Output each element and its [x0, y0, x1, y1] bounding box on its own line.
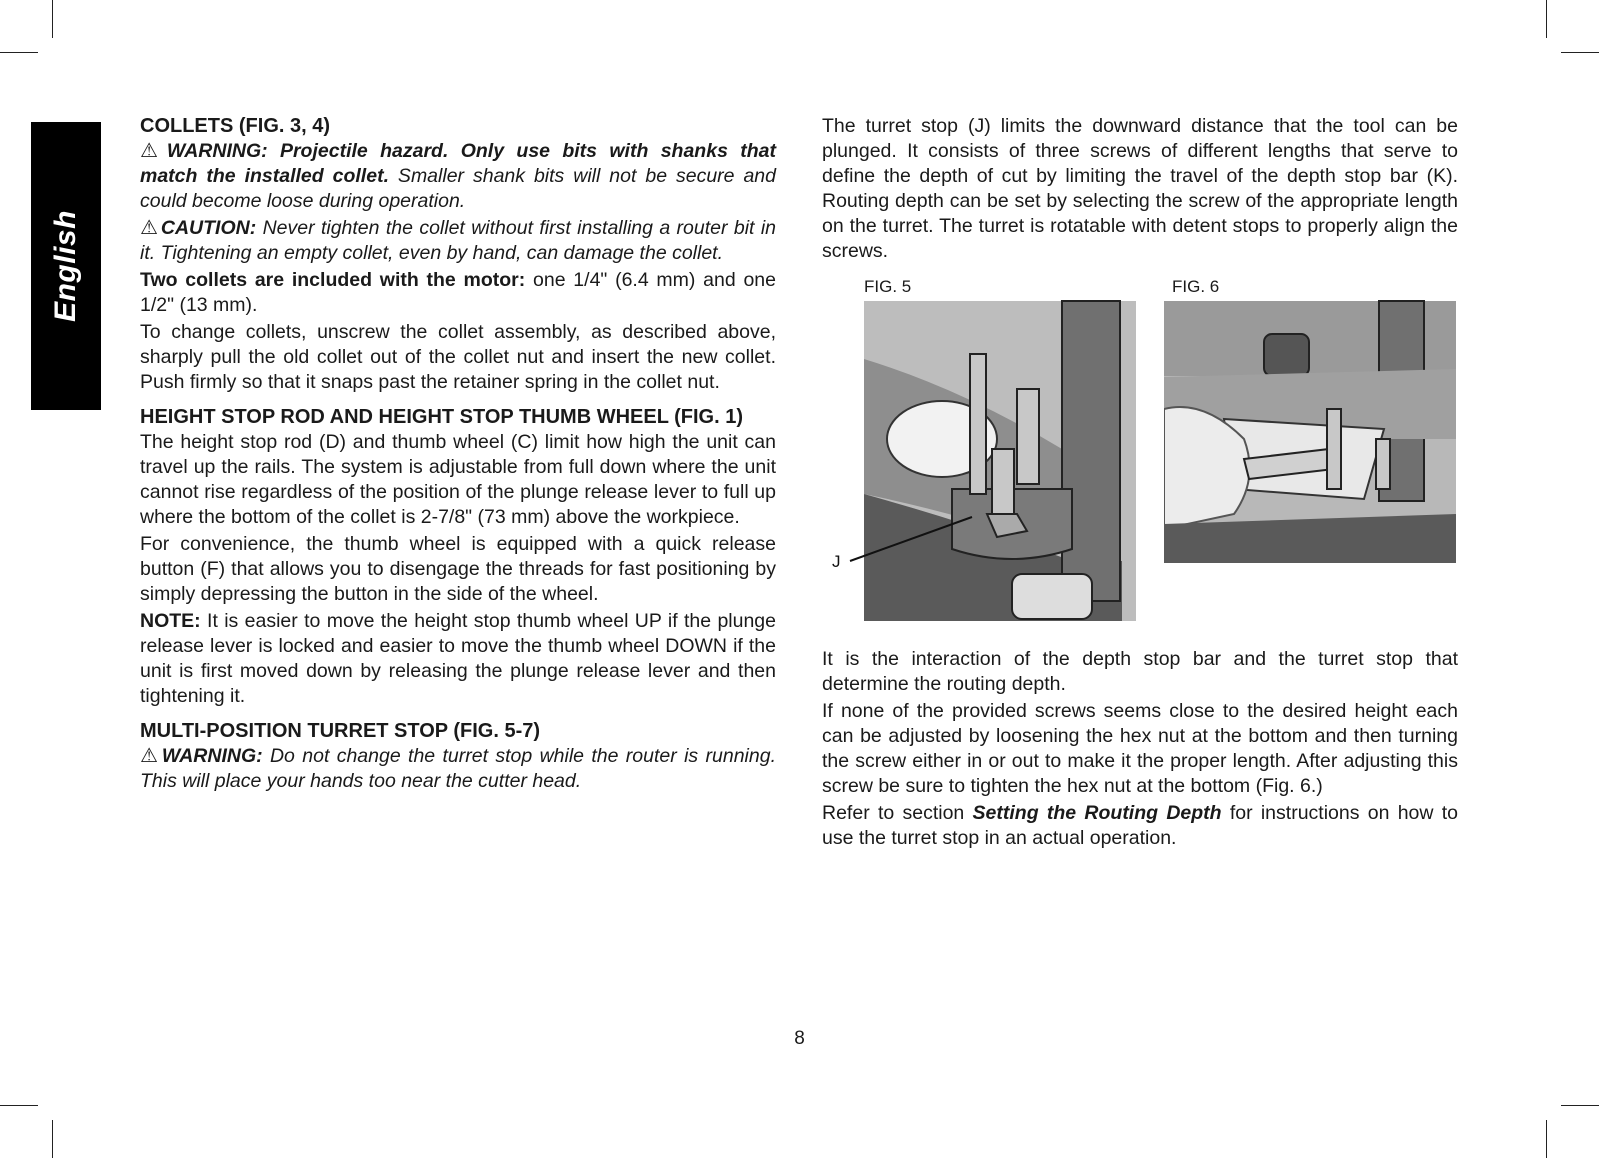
crop-mark: [0, 1105, 38, 1106]
warning-triangle-icon: ⚠: [140, 140, 165, 162]
convenience-paragraph: For convenience, the thumb wheel is equipped with a quick release button (F) that allows you to disengage the threads for fast positioning by simply depressing the button in the side of the wheel.: [140, 533, 776, 605]
warning-triangle-icon: ⚠: [140, 745, 160, 767]
crop-mark: [1546, 1120, 1547, 1158]
right-column: [822, 114, 1458, 853]
turret-warning: ⚠ WARNING: Do not change the turret stop while the router is running. This will place your hands too near the cutter head.: [140, 745, 776, 792]
crop-mark: [1546, 0, 1547, 38]
refer-paragraph: Refer to section Setting the Routing Depth for instructions on how to use the turret stop in an actual operation.: [822, 802, 1459, 849]
height-stop-heading: HEIGHT STOP ROD AND HEIGHT STOP THUMB WHEEL (FIG. 1): [140, 406, 744, 428]
fig5-label: FIG. 5: [864, 277, 912, 296]
crop-mark: [1561, 1105, 1599, 1106]
crop-mark: [52, 0, 53, 38]
collets-warning: ⚠ WARNING: Projectile hazard. Only use bits with shanks that match the installed collet. Smaller shank bits will not be secure and could become loose during operation.: [140, 140, 777, 212]
fig5-callout-j: J: [832, 552, 841, 571]
crop-mark: [52, 1120, 53, 1158]
adjust-paragraph: If none of the provided screws seems close to the desired height each can be adjusted by loosening the hex nut at the bottom and then turning the screw either in or out to make it the proper length. After adjusting this screw be sure to tighten the hex nut at the bottom (Fig. 6.): [822, 700, 1458, 797]
fig5-illustration: [822, 299, 1147, 634]
crop-mark: [1561, 52, 1599, 53]
turret-stop-heading: MULTI-POSITION TURRET STOP (FIG. 5-7): [140, 720, 541, 742]
left-column: [140, 114, 776, 796]
interaction-paragraph: It is the interaction of the depth stop bar and the turret stop that determine the routing depth.: [822, 648, 1458, 695]
change-collets-paragraph: To change collets, unscrew the collet assembly, as described above, sharply pull the old collet out of the collet nut and insert the new collet. Push firmly so that it snaps past the retainer spring in the collet nut.: [140, 321, 776, 393]
fig6-illustration: [1164, 299, 1464, 589]
figure-labels: [822, 272, 1458, 299]
page-number: 8: [794, 1028, 805, 1049]
height-stop-paragraph: The height stop rod (D) and thumb wheel (C) limit how high the unit can travel up the rails. The system is adjustable from full down where the unit cannot rise regardless of the position of the plunge release lever to full up where the bottom of the collet is 2-7/8" (73 mm) above the workpiece.: [140, 431, 776, 528]
two-collets-paragraph: Two collets are included with the motor: one 1/4" (6.4 mm) and one 1/2" (13 mm).: [140, 269, 776, 316]
crop-mark: [0, 52, 38, 53]
figures: [822, 299, 1458, 639]
note-paragraph: NOTE: It is easier to move the height stop thumb wheel UP if the plunge release lever is locked and easier to move the thumb wheel DOWN if the unit is first moved down by releasing the plunge release lever and then tightening it.: [140, 610, 776, 707]
caution-paragraph: ⚠ CAUTION: Never tighten the collet without first installing a router bit in it. Tightening an empty collet, even by hand, can damage the collet.: [140, 217, 776, 264]
warning-triangle-icon: ⚠: [140, 217, 159, 239]
language-tab: [31, 122, 101, 410]
turret-intro-paragraph: The turret stop (J) limits the downward distance that the tool can be plunged. It consists of three screws of different lengths that serve to define the depth of cut by limiting the travel of the depth stop bar (K). Routing depth can be set by selecting the screw of the appropriate length on the turret. The turret is rotatable with detent stops to properly align the screws.: [822, 115, 1458, 262]
collets-heading: COLLETS (FIG. 3, 4): [140, 115, 331, 137]
language-tab-label: English: [49, 210, 82, 322]
fig6-label: FIG. 6: [1172, 277, 1220, 296]
